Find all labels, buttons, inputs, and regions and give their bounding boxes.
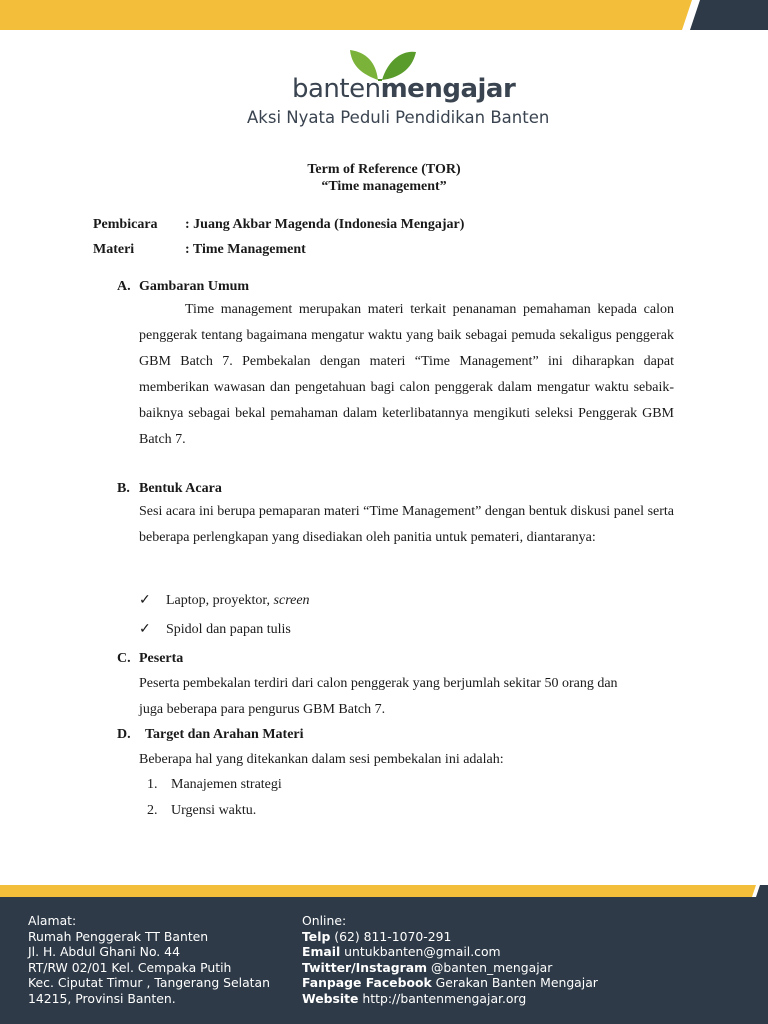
check-icon: ✓ (139, 622, 151, 637)
speaker-value: : Juang Akbar Magenda (Indonesia Mengajar) (185, 217, 465, 232)
checklist-item-1-text: Laptop, proyektor, (166, 593, 274, 608)
footer-address (28, 913, 270, 1006)
header-band (0, 0, 768, 30)
material-value: : Time Management (185, 242, 306, 257)
fanpage-line (302, 975, 598, 991)
telp-label: Telp (302, 928, 331, 944)
twitter-line (302, 960, 598, 976)
list-item-text: Urgensi waktu. (171, 803, 257, 818)
address-line: Rumah Penggerak TT Banten (28, 928, 209, 944)
email-line (302, 944, 598, 960)
list-item-text: Manajemen strategi (171, 777, 282, 792)
section-c-line-2: juga beberapa para pengurus GBM Batch 7. (139, 702, 386, 717)
checklist-item-2-text: Spidol dan papan tulis (166, 622, 291, 637)
section-a-letter: A. (117, 279, 131, 294)
section-d-letter: D. (117, 727, 131, 742)
online-label: Online: (302, 913, 347, 928)
section-a-body-text: Time management merupakan materi terkait penanaman pemahaman kepada calon penggerak tentang bagaimana mengatur waktu yang baik sebagai pemuda sekaligus penggerak GBM Batch 7. Pembekalan dengan materi “Time Management” ini diharapkan dapat memberikan wawasan dan pengetahuan bagi calon penggerak dalam mengatur waktu sebaik-baiknya sebagai bekal pemahaman dalam keterlibatannya mengikuti seleksi Penggerak GBM Batch 7. (139, 302, 674, 447)
document-subtitle: “Time management” (321, 179, 447, 194)
list-item-number: 1. (147, 777, 158, 792)
section-c-title: Peserta (139, 651, 184, 666)
email-value[interactable]: untukbanten@gmail.com (340, 944, 501, 959)
website-line (302, 991, 598, 1007)
section-a-body (139, 297, 674, 453)
document-title: Term of Reference (TOR) (307, 162, 461, 177)
address-label: Alamat: (28, 913, 77, 928)
checklist-item (139, 592, 151, 609)
address-line: 14215, Provinsi Banten. (28, 990, 176, 1006)
check-icon: ✓ (139, 593, 151, 608)
section-c-line-1: Peserta pembekalan terdiri dari calon penggerak yang berjumlah sekitar 50 orang dan (139, 676, 618, 691)
twitter-label: Twitter/Instagram (302, 959, 428, 975)
section-b-body: Sesi acara ini berupa pemaparan materi “Time Management” dengan bentuk diskusi panel serta beberapa perlengkapan yang disediakan oleh panitia untuk pemateri, diantaranya: (139, 504, 674, 545)
section-a-title: Gambaran Umum (139, 279, 250, 294)
section-b-letter: B. (117, 481, 130, 496)
section-b-title: Bentuk Acara (139, 481, 222, 496)
section-c-letter: C. (117, 651, 131, 666)
material-label: Materi (93, 242, 135, 257)
section-d-title: Target dan Arahan Materi (145, 727, 304, 742)
speaker-label: Pembicara (93, 217, 158, 232)
list-item-number: 2. (147, 803, 158, 818)
telp-value: (62) 811-1070-291 (330, 928, 452, 944)
website-value[interactable]: http://bantenmengajar.org (358, 990, 527, 1006)
address-line: RT/RW 02/01 Kel. Cempaka Putih (28, 959, 232, 975)
footer-stripe (0, 883, 768, 897)
website-label: Website (302, 990, 359, 1006)
checklist-item (139, 621, 151, 638)
brand-tagline: Aksi Nyata Peduli Pendidikan Banten (247, 108, 550, 127)
telp-line (302, 929, 598, 945)
fanpage-value[interactable]: Gerakan Banten Mengajar (431, 975, 598, 990)
section-d-intro: Beberapa hal yang ditekankan dalam sesi pembekalan ini adalah: (139, 752, 504, 767)
address-line: Kec. Ciputat Timur , Tangerang Selatan (28, 975, 270, 990)
checklist-item-1-italic: screen (273, 593, 310, 608)
brand-name-light: banten (292, 74, 381, 104)
footer-online (302, 913, 598, 1006)
fanpage-label: Fanpage Facebook (302, 975, 432, 990)
brand-name (292, 74, 515, 104)
address-line: Jl. H. Abdul Ghani No. 44 (28, 944, 180, 959)
twitter-value[interactable]: @banten_mengajar (427, 959, 553, 975)
email-label: Email (302, 944, 341, 959)
brand-name-bold: mengajar (380, 74, 516, 104)
checklist-item-text (166, 593, 310, 609)
